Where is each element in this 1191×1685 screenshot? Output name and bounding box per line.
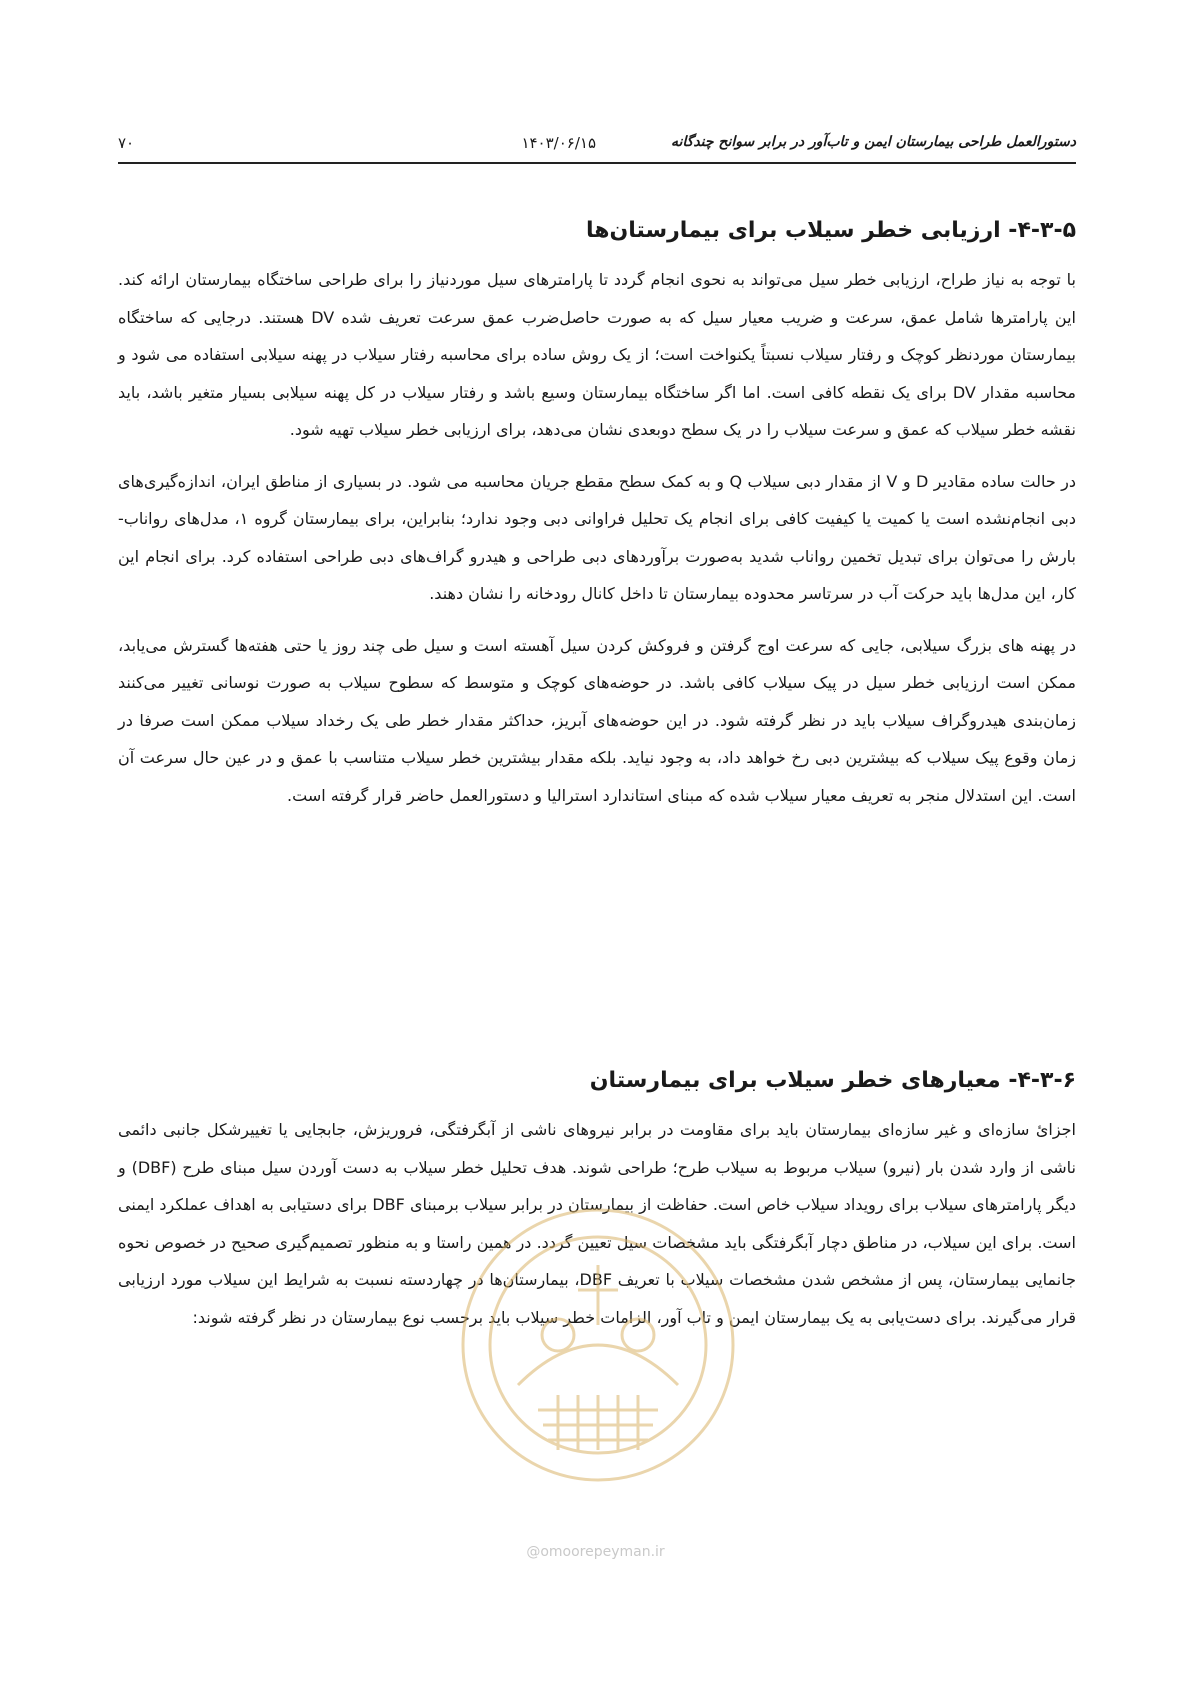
running-header	[118, 132, 1076, 164]
section-heading: ۴-۳-۶- معیارهای خطر سیلاب برای بیمارستان	[589, 1068, 1076, 1093]
paragraph: با توجه به نیاز طراح، ارزیابی خطر سیل می‌تواند به نحوی انجام گردد تا پارامترهای سیل موردنیاز را برای طراحی ساختگاه بیمارستان ارائه کند. این پارامترها شامل عمق، سرعت و ضریب معیار سیل که به صورت حاصل‌ضرب عمق سرعت تعریف شده DV هستند. درجایی که ساختگاه بیمارستان موردنظر کوچک و رفتار سیلاب نسبتاً یکنواخت است؛ از یک روش ساده برای محاسبه رفتار سیلاب در پهنه سیلابی استفاده می شود و محاسبه مقدار DV برای یک نقطه کافی است. اما اگر ساختگاه بیمارستان وسیع باشد و رفتار سیلاب در کل پهنه سیلابی بسیار متغیر باشد، باید نقشه خطر سیلاب که عمق و سرعت سیلاب را در یک سطح دوبعدی نشان می‌دهد، برای ارزیابی خطر سیلاب تهیه شود.	[118, 270, 1077, 439]
running-title: دستورالعمل طراحی بیمارستان ایمن و تاب‌آور در برابر سوانح چندگانه	[670, 134, 1076, 150]
page-number: ۷۰	[118, 134, 135, 152]
watermark-website: @omoorepeyman.ir	[526, 1544, 665, 1560]
paragraph: اجزائ سازه‌ای و غیر سازه‌ای بیمارستان باید برای مقاومت در برابر نیروهای ناشی از آبگرفتگی، فروریزش، جابجایی یا تغییرشکل جانبی دائمی ناشی از وارد شدن بار (نیرو) سیلاب مربوط به سیلاب طرح؛ طراحی شوند. هدف تحلیل خطر سیلاب به دست آوردن سیل مبنای طرح (DBF) و دیگر پارامترهای سیلاب برای رویداد سیلاب خاص است. حفاظت از بیمارستان در برابر سیلاب برمبنای DBF برای دستیابی به اهداف عملکرد ایمنی است. برای این سیلاب، در مناطق دچار آبگرفتگی باید مشخصات سیل تعیین گردد. در همین راستا و به منظور تصمیم‌گیری صحیح در خصوص نحوه جانمایی بیمارستان، پس از مشخص شدن مشخصات سیلاب با تعریف DBF، بیمارستان‌ها در چهاردسته نسبت به شرایط این سیلاب مورد ارزیابی قرار می‌گیرند. برای دست‌یابی به یک بیمارستان ایمن و تاب آور، الزامات خطر سیلاب باید برحسب نوع بیمارستان در نظر گرفته شوند:	[118, 1120, 1076, 1327]
paragraph: در پهنه های بزرگ سیلابی، جایی که سرعت اوج گرفتن و فروکش کردن سیل آهسته است و سیل طی چند روز یا حتی هفته‌ها گسترش می‌یابد، ممکن است ارزیابی خطر سیل در پیک سیلاب کافی باشد. در حوضه‌های کوچک و متوسط که سطوح سیلاب به صورت نوسانی تغییر می‌کنند زمان‌بندی هیدروگراف سیلاب باید در نظر گرفته شود. در این حوضه‌های آبریز، حداکثر مقدار خطر طی یک رخداد سیلاب ممکن است صرفا در زمان وقوع پیک سیلاب که بیشترین دبی رخ خواهد داد، به وجود نیاید. بلکه مقدار بیشترین خطر سیلاب متناسب با عمق و در عین حال سرعت آن است. این استدلال منجر به تعریف معیار سیلاب شده که مبنای استاندارد استرالیا و دستورالعمل حاضر قرار گرفته است.	[118, 635, 1076, 805]
section-flood-risk-criteria	[118, 1068, 1076, 1350]
paragraph: در حالت ساده مقادیر D و V از مقدار دبی سیلاب Q و به کمک سطح مقطع جریان محاسبه می شود. در بسیاری از مناطق ایران، اندازه‌گیری‌های دبی انجام‌نشده است یا کمیت یا کیفیت کافی برای انجام یک تحلیل فراوانی دبی وجود ندارد؛ بنابراین، برای بیمارستان گروه ۱، مدل‌های رواناب-بارش را می‌توان برای تبدیل تخمین رواناب شدید به‌صورت برآوردهای دبی طراحی و هیدرو گراف‌های دبی طراحی استفاده کرد. برای انجام این کار، این مدل‌ها باید حرکت آب در سرتاسر محدوده بیمارستان تا داخل کانال رودخانه را نشان دهند.	[118, 471, 1077, 603]
header-date: ۱۴۰۳/۰۶/۱۵	[521, 134, 596, 152]
section-flood-risk-assessment	[118, 218, 1076, 828]
section-heading: ۴-۳-۵- ارزیابی خطر سیلاب برای بیمارستان‌ها	[585, 218, 1076, 243]
